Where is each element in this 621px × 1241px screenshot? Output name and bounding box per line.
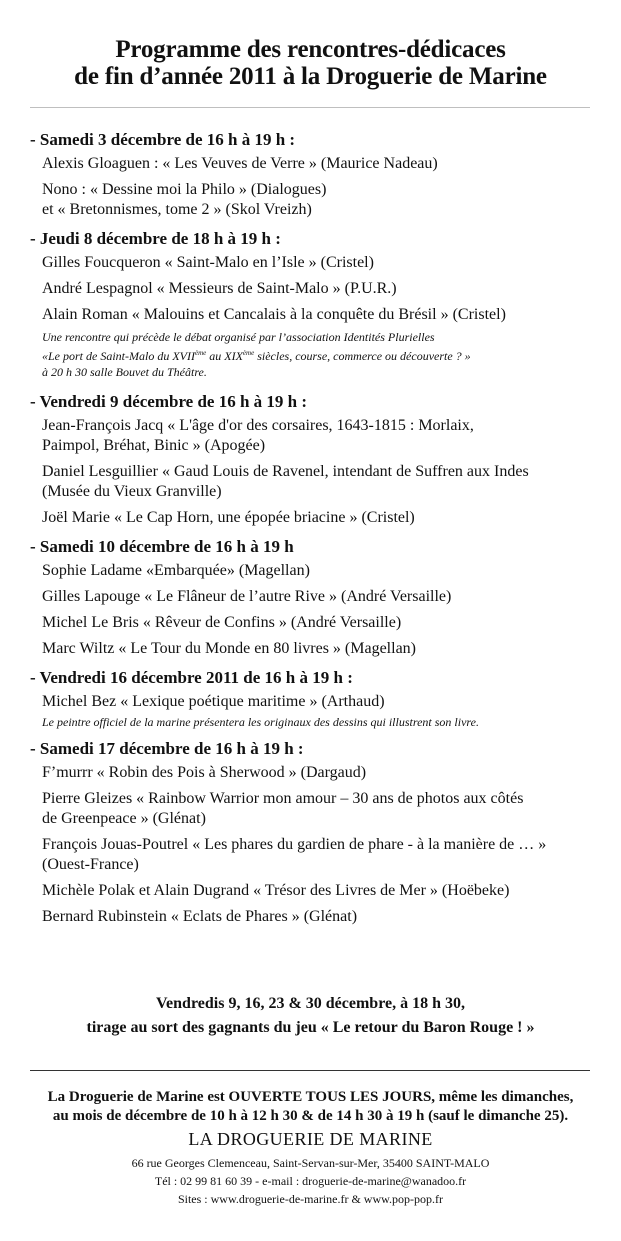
event-entry: Jean-François Jacq « L'âge d'or des corsaires, 1643-1815 : Morlaix, <box>42 417 474 434</box>
note-fragment: «Le port de Saint-Malo du XVII <box>42 349 195 363</box>
event-entry: Marc Wiltz « Le Tour du Monde en 80 livres » (Magellan) <box>42 640 416 657</box>
event-entry: François Jouas-Poutrel « Les phares du gardien de phare - à la manière de … » <box>42 836 547 853</box>
event-list <box>30 130 615 936</box>
event-heading: - Jeudi 8 décembre de 18 h à 19 h : <box>30 229 281 248</box>
event-entry: de Greenpeace » (Glénat) <box>42 810 206 827</box>
note-fragment: au XIX <box>206 349 243 363</box>
event-entry: Daniel Lesguillier « Gaud Louis de Ravenel, intendant de Suffren aux Indes <box>42 463 529 480</box>
event-dec-16 <box>30 668 615 730</box>
event-entry: Alexis Gloaguen : « Les Veuves de Verre » (Maurice Nadeau) <box>42 155 438 172</box>
event-heading: - Vendredi 9 décembre de 16 h à 19 h : <box>30 392 308 411</box>
event-entry: Pierre Gleizes « Rainbow Warrior mon amour – 30 ans de photos aux côtés <box>42 790 524 807</box>
shop-websites: Sites : www.droguerie-de-marine.fr & www.pop-pop.fr <box>177 1192 444 1206</box>
note-fragment: siècles, course, commerce ou découverte ? » <box>254 349 471 363</box>
shop-address: 66 rue Georges Clemenceau, Saint-Servan-sur-Mer, 35400 SAINT-MALO <box>131 1156 490 1170</box>
event-entry: Sophie Ladame «Embarquée» (Magellan) <box>42 562 310 579</box>
event-entry: (Musée du Vieux Granville) <box>42 483 222 500</box>
event-entry: et « Bretonnismes, tome 2 » (Skol Vreizh) <box>42 201 312 218</box>
event-dec-8 <box>30 229 615 380</box>
event-dec-3 <box>30 130 615 220</box>
event-dec-17 <box>30 739 615 927</box>
event-heading: - Vendredi 16 décembre 2011 de 16 h à 19 h : <box>30 668 353 687</box>
event-note: Le peintre officiel de la marine présentera les originaux des dessins qui illustrent son livre. <box>42 715 479 729</box>
event-entry: Gilles Lapouge « Le Flâneur de l’autre Rive » (André Versaille) <box>42 588 452 605</box>
event-entry: Bernard Rubinstein « Eclats de Phares » (Glénat) <box>42 908 358 925</box>
note-superscript: ème <box>242 349 255 357</box>
event-entry: Michèle Polak et Alain Dugrand « Trésor des Livres de Mer » (Hoëbeke) <box>42 882 510 899</box>
top-divider <box>30 107 590 108</box>
event-entry: (Ouest-France) <box>42 856 139 873</box>
note-superscript: ème <box>194 349 207 357</box>
raffle-announcement <box>0 992 621 1040</box>
raffle-line-1: Vendredis 9, 16, 23 & 30 décembre, à 18 h 30, <box>155 995 466 1012</box>
title-line-2: de fin d’année 2011 à la Droguerie de Marine <box>74 63 547 90</box>
event-note <box>42 329 615 380</box>
event-dec-9 <box>30 392 615 528</box>
event-dec-10 <box>30 537 615 659</box>
event-entry: André Lespagnol « Messieurs de Saint-Malo » (P.U.R.) <box>42 280 397 297</box>
event-entry: Gilles Foucqueron « Saint-Malo en l’Isle » (Cristel) <box>42 254 374 271</box>
event-heading: - Samedi 10 décembre de 16 h à 19 h <box>30 537 294 556</box>
opening-line-1: La Droguerie de Marine est OUVERTE TOUS LES JOURS, même les dimanches, <box>47 1089 574 1105</box>
bottom-divider <box>30 1070 590 1071</box>
raffle-line-2: tirage au sort des gagnants du jeu « Le retour du Baron Rouge ! » <box>86 1019 535 1036</box>
event-heading: - Samedi 17 décembre de 16 h à 19 h : <box>30 739 304 758</box>
title-line-1: Programme des rencontres-dédicaces <box>115 36 506 63</box>
event-entry: Joël Marie « Le Cap Horn, une épopée briacine » (Cristel) <box>42 509 415 526</box>
note-line: à 20 h 30 salle Bouvet du Théâtre. <box>42 365 207 379</box>
event-entry: F’murrr « Robin des Pois à Sherwood » (Dargaud) <box>42 764 367 781</box>
event-heading: - Samedi 3 décembre de 16 h à 19 h : <box>30 130 296 149</box>
shop-contact: Tél : 02 99 81 60 39 - e-mail : droguerie-de-marine@wanadoo.fr <box>154 1174 467 1188</box>
page-title <box>0 36 621 90</box>
opening-line-2: au mois de décembre de 10 h à 12 h 30 & de 14 h 30 à 19 h (sauf le dimanche 25). <box>52 1108 569 1124</box>
event-entry: Nono : « Dessine moi la Philo » (Dialogues) <box>42 181 327 198</box>
event-entry: Paimpol, Bréhat, Binic » (Apogée) <box>42 437 266 454</box>
note-line <box>42 345 615 364</box>
event-entry: Michel Bez « Lexique poétique maritime » (Arthaud) <box>42 693 385 710</box>
opening-hours <box>0 1088 621 1126</box>
shop-name: LA DROGUERIE DE MARINE <box>188 1129 433 1149</box>
event-entry: Alain Roman « Malouins et Cancalais à la conquête du Brésil » (Cristel) <box>42 306 506 323</box>
note-line: Une rencontre qui précède le débat organisé par l’association Identités Plurielles <box>42 330 435 344</box>
event-entry: Michel Le Bris « Rêveur de Confins » (André Versaille) <box>42 614 402 631</box>
